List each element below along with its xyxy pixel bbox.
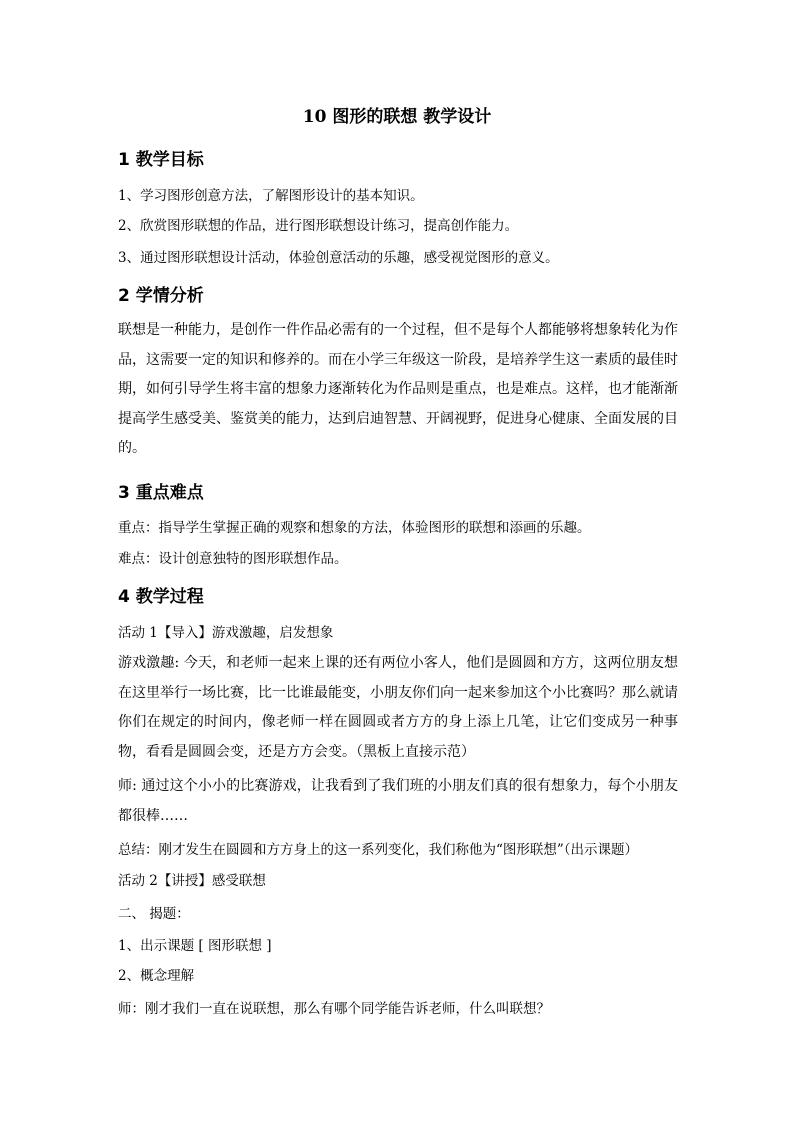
section-heading-analysis: 2 学情分析 xyxy=(118,286,204,306)
section-heading-process: 4 教学过程 xyxy=(118,587,204,607)
objective-item-1: 1、学习图形创意方法，了解图形设计的基本知识。 xyxy=(118,188,424,204)
teacher-paragraph: 师: 通过这个小小的比赛游戏，让我看到了我们班的小朋友们真的很有想象力，每个小朋友都很棒…… xyxy=(118,778,678,824)
key-point-item: 重点：指导学生掌握正确的观察和想象的方法，体验图形的联想和添画的乐趣。 xyxy=(118,520,591,536)
step-two-heading: 二、 揭题： xyxy=(118,906,190,922)
summary-line: 总结：刚才发生在圆圆和方方身上的这一系列变化，我们称他为“图形联想”（出示课题） xyxy=(118,842,639,858)
game-paragraph: 游戏激趣: 今天，和老师一起来上课的还有两位小客人，他们是圆圆和方方，这两位朋友想在这里举行一场比赛，比一比谁最能变，小朋友你们向一起来参加这个小比赛吗？那么就请你们在规定的时间内，像老师一样在圆圆或者方方的身上添上几笔，让它们变成另一种事物，看看是圆圆会变，还是方方会变。（黑板上直接示范） xyxy=(118,655,678,760)
section-heading-objectives: 1 教学目标 xyxy=(118,150,204,170)
analysis-paragraph: 联想是一种能力，是创作一件作品必需有的一个过程，但不是每个人都能够将想象转化为作品，这需要一定的知识和修养的。而在小学三年级这一阶段，是培养学生这一素质的最佳时期，如何引导学生将丰富的想象力逐渐转化为作品则是重点，也是难点。这样，也才能渐渐提高学生感受美、鉴赏美的能力，达到启迪智慧、开阔视野，促进身心健康、全面发展的目的。 xyxy=(118,322,678,456)
document-title: 10 图形的联想 教学设计 xyxy=(302,107,492,127)
teacher-question: 师：刚才我们一直在说联想，那么有哪个同学能告诉老师，什么叫联想？ xyxy=(118,1001,550,1017)
step-two-item-1: 1、出示课题 [ 图形联想 ] xyxy=(118,938,272,954)
difficulty-item: 难点：设计创意独特的图形联想作品。 xyxy=(118,551,348,567)
objective-item-2: 2、欣赏图形联想的作品，进行图形联想设计练习，提高创作能力。 xyxy=(118,218,519,234)
section-heading-key-points: 3 重点难点 xyxy=(118,483,204,503)
step-two-item-2: 2、概念理解 xyxy=(118,968,195,984)
objective-item-3: 3、通过图形联想设计活动，体验创意活动的乐趣，感受视觉图形的意义。 xyxy=(118,250,559,266)
activity-2-title: 活动 2【讲授】感受联想 xyxy=(118,873,266,889)
activity-1-title: 活动 1【导入】游戏激趣，启发想象 xyxy=(118,625,334,641)
